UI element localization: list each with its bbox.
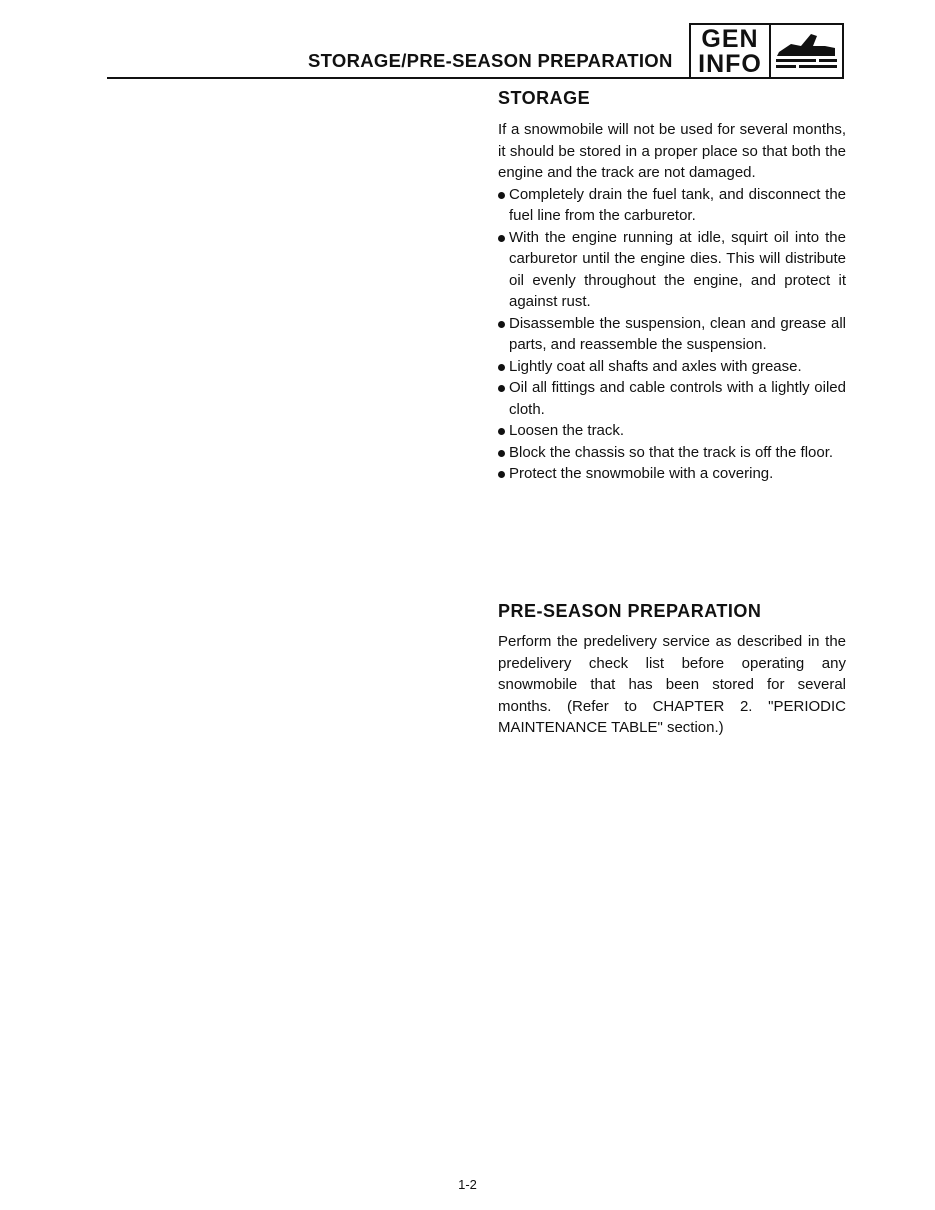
snowmobile-icon bbox=[773, 30, 841, 74]
preseason-body: Perform the predelivery service as described in the predelivery check list before operating any snowmobile that has been stored for several months. (Refer to CHAPTER 2. "PERIODIC MAINTENANCE TABLE" section.) bbox=[498, 633, 846, 736]
badge-line-info: INFO bbox=[698, 50, 762, 78]
page-header-title: STORAGE/PRE-SEASON PREPARATION bbox=[308, 50, 673, 71]
storage-intro: If a snowmobile will not be used for several months, it should be stored in a proper place so that both the engine and the track are not damaged. bbox=[498, 121, 846, 181]
badge-line-gen: GEN bbox=[701, 25, 759, 53]
list-item: Protect the snowmobile with a covering. bbox=[498, 463, 846, 485]
list-item: Block the chassis so that the track is off the floor. bbox=[498, 442, 846, 464]
storage-list bbox=[498, 184, 846, 485]
list-item: Completely drain the fuel tank, and disconnect the fuel line from the carburetor. bbox=[498, 184, 846, 227]
preseason-heading: PRE-SEASON PREPARATION bbox=[498, 601, 762, 621]
storage-heading: STORAGE bbox=[498, 88, 591, 108]
list-item: Loosen the track. bbox=[498, 420, 846, 442]
section-badge bbox=[689, 23, 844, 79]
list-item: Disassemble the suspension, clean and grease all parts, and reassemble the suspension. bbox=[498, 313, 846, 356]
header-rule bbox=[107, 77, 690, 79]
list-item: With the engine running at idle, squirt oil into the carburetor until the engine dies. This will distribute oil evenly throughout the engine, and protect it against rust. bbox=[498, 227, 846, 313]
storage-section bbox=[498, 88, 846, 485]
page-number: 1-2 bbox=[458, 1177, 477, 1192]
list-item: Lightly coat all shafts and axles with grease. bbox=[498, 356, 846, 378]
badge-text bbox=[691, 25, 771, 77]
list-item: Oil all fittings and cable controls with a lightly oiled cloth. bbox=[498, 377, 846, 420]
preseason-section bbox=[498, 601, 846, 739]
